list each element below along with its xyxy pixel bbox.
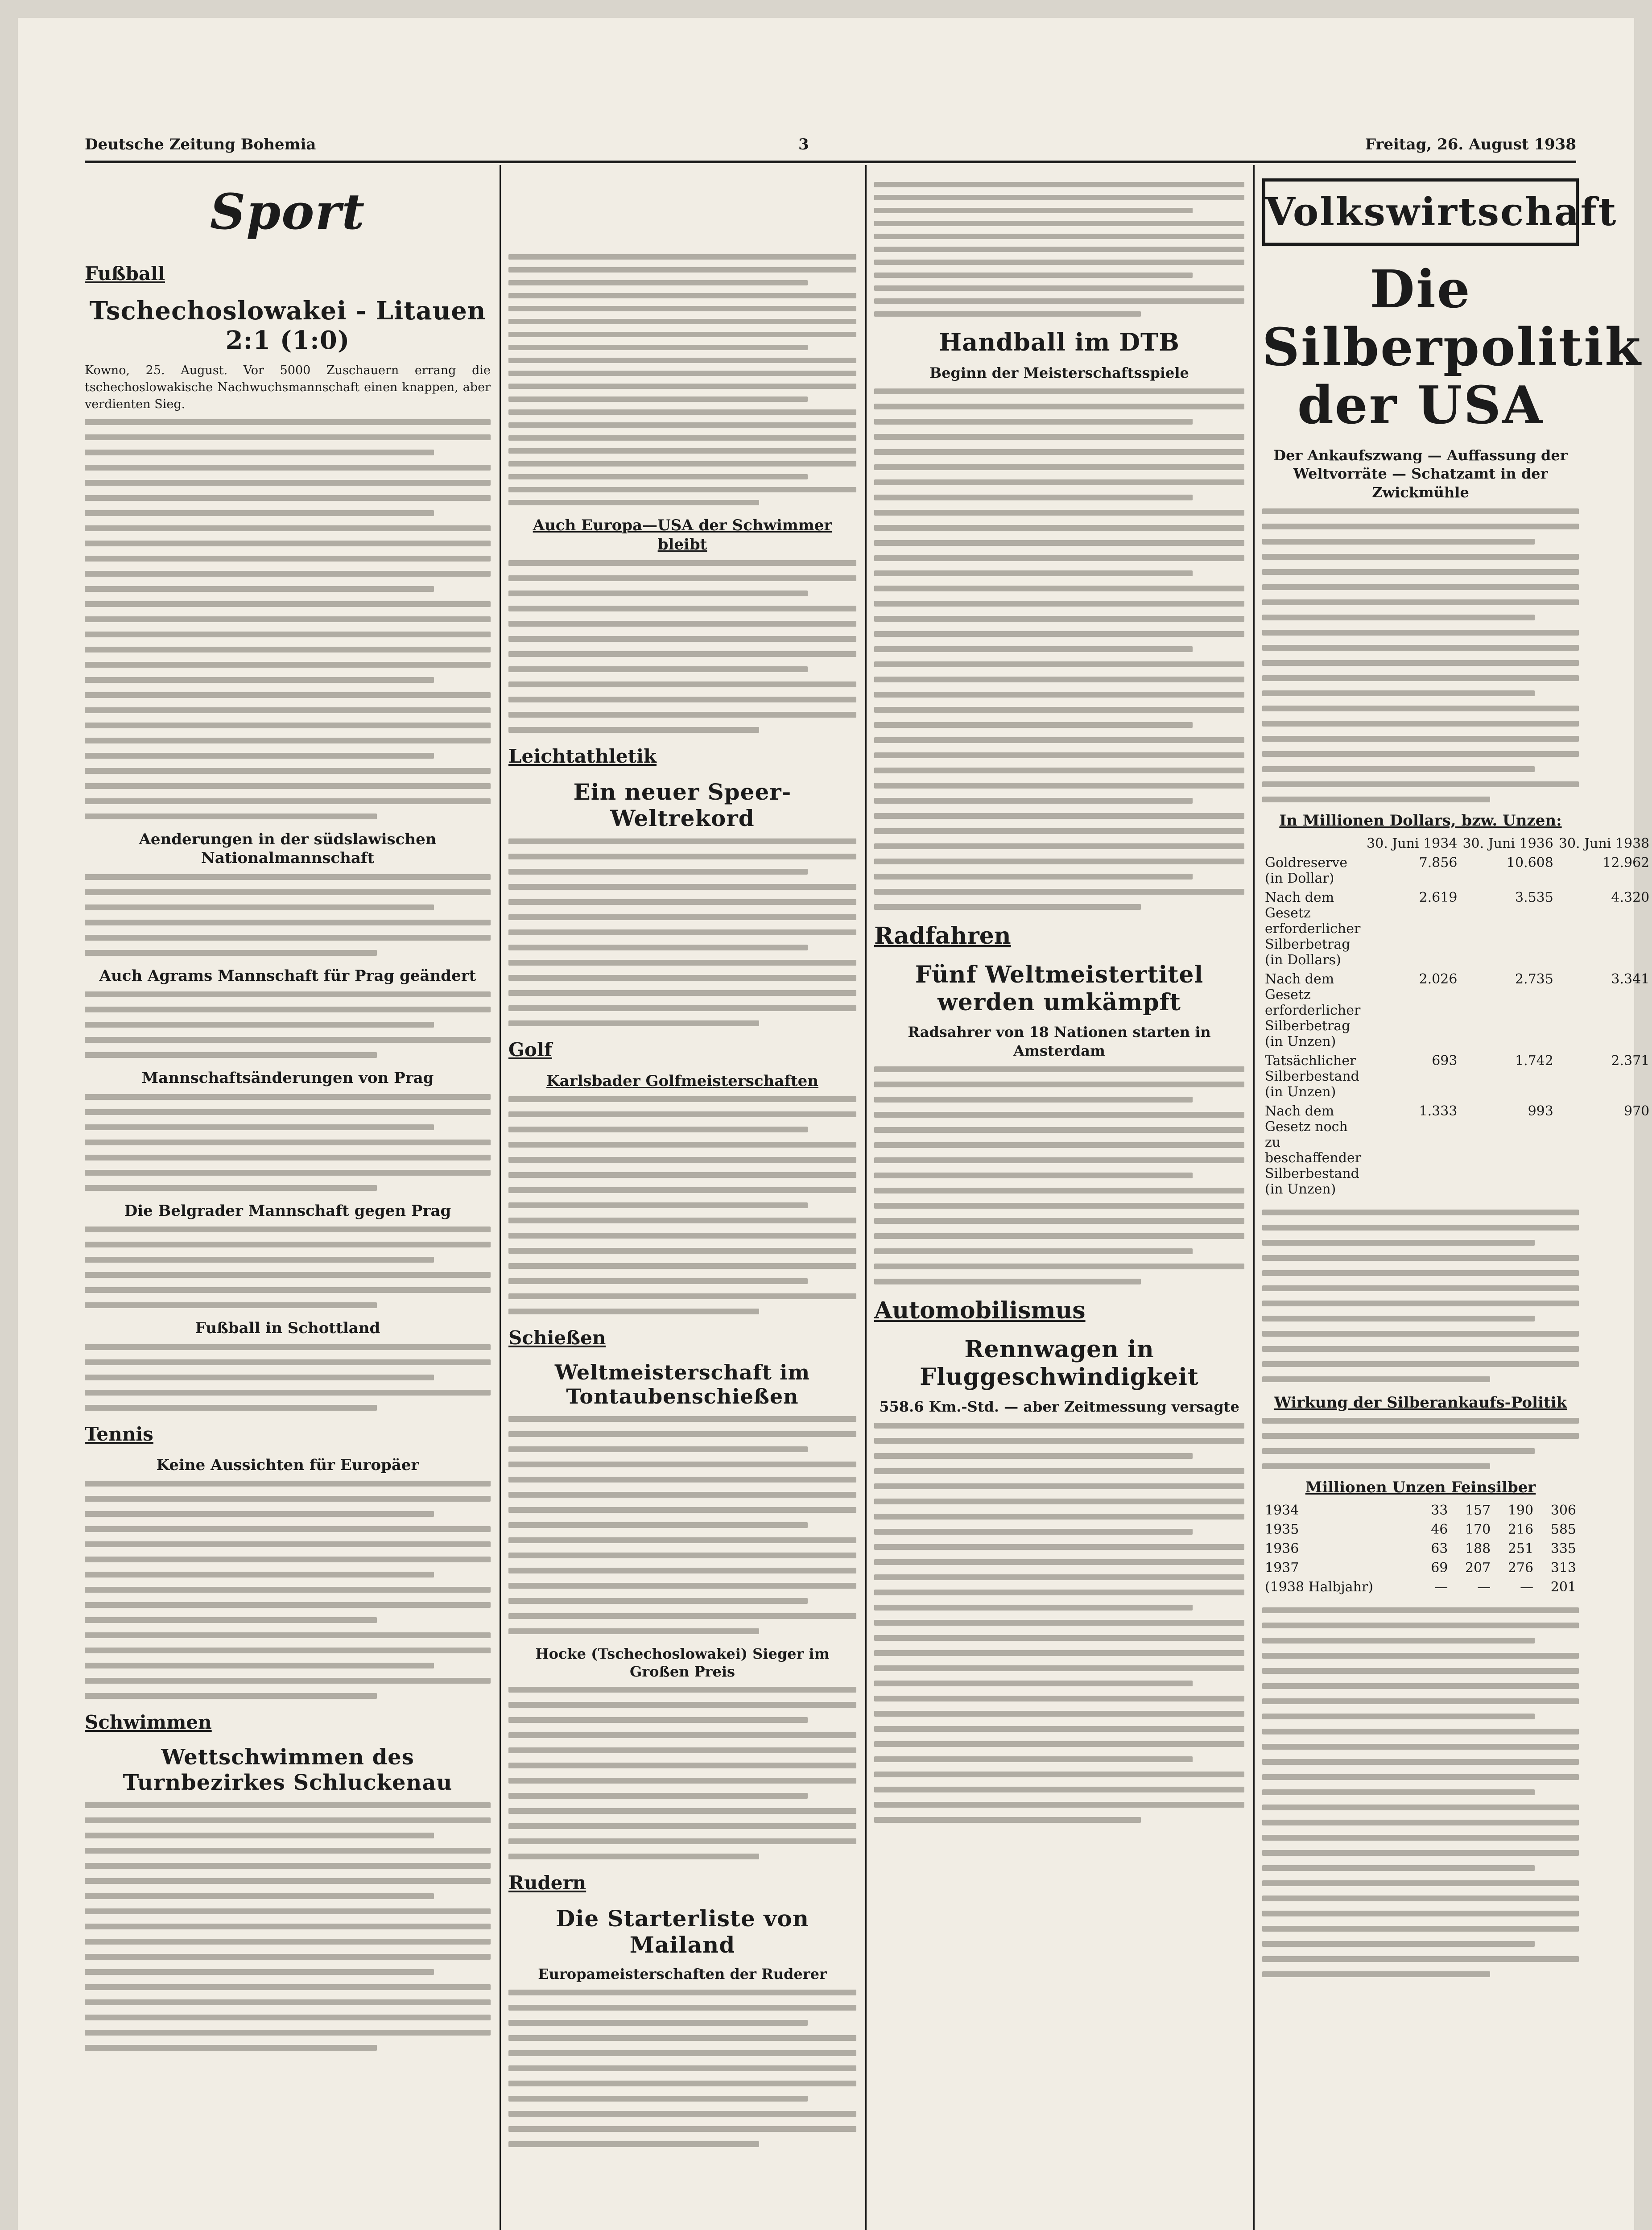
- cell-value: 201: [1550, 1579, 1576, 1595]
- cell-value: 157: [1465, 1502, 1491, 1518]
- table-header-row: [1262, 834, 1652, 853]
- cell-value: 3.341: [1611, 971, 1650, 987]
- row-label: Nach dem Gesetz noch zu beschaffender Silberbestand (in Unzen): [1265, 1103, 1362, 1197]
- cell-value: 3.535: [1515, 889, 1553, 905]
- cell-value: 1.333: [1419, 1103, 1458, 1119]
- article-body: [85, 1344, 491, 1411]
- column-1: [85, 178, 491, 2230]
- cell-value: 306: [1550, 1502, 1576, 1518]
- cell-value: 2.026: [1419, 971, 1458, 987]
- cell-value: 69: [1431, 1560, 1448, 1576]
- headline-karlsbader: Karlsbader Golfmeisterschaften: [546, 1072, 818, 1090]
- kicker-rudern: Rudern: [508, 1871, 586, 1894]
- subhead-silberpolitik: Der Ankaufszwang — Auffassung der Weltvorräte — Schatzamt in der Zwickmühle: [1273, 446, 1568, 501]
- kicker-schiessen: Schießen: [508, 1327, 606, 1349]
- headline-tennis: Keine Aussichten für Europäer: [156, 1456, 419, 1474]
- paper-name: Deutsche Zeitung Bohemia: [85, 136, 316, 153]
- row-label: Nach dem Gesetz erforderlicher Silberbetrag (in Unzen): [1265, 971, 1361, 1049]
- headline-aenderungen: Aenderungen in der südslawischen Nationalmannschaft: [139, 830, 437, 867]
- row-year: (1938 Halbjahr): [1265, 1579, 1373, 1595]
- row-year: 1934: [1265, 1502, 1299, 1518]
- table-row: [1262, 1501, 1579, 1520]
- table-silver-reserves: [1262, 834, 1652, 1199]
- article-body: [508, 1990, 856, 2147]
- headline-weltmeistertitel: Fünf Weltmeistertitel werden umkämpft: [915, 961, 1204, 1016]
- headline-hocke: Hocke (Tschechoslowakei) Sieger im Großen Preis: [535, 1645, 830, 1680]
- headline-handball: Handball im DTB: [939, 328, 1180, 356]
- article-body: [874, 182, 1244, 317]
- row-label: Nach dem Gesetz erforderlicher Silberbetrag (in Dollars): [1265, 889, 1361, 968]
- article-body: [85, 874, 491, 956]
- cell-value: —: [1477, 1579, 1491, 1595]
- row-year: 1935: [1265, 1521, 1299, 1537]
- subhead-radfahren: Radsahrer von 18 Nationen starten in Amsterdam: [908, 1024, 1211, 1059]
- cell-value: 7.856: [1419, 855, 1458, 871]
- table-row: [1262, 888, 1652, 970]
- row-label: Tatsächlicher Silberbestand (in Unzen): [1265, 1053, 1359, 1100]
- cell-value: 10.608: [1506, 855, 1553, 871]
- kicker-leichtathletik: Leichtathletik: [508, 745, 657, 767]
- article-body: [1262, 1418, 1579, 1469]
- kicker-tennis: Tennis: [85, 1423, 153, 1445]
- kicker-golf: Golf: [508, 1039, 552, 1061]
- kicker-automobilismus: Automobilismus: [874, 1297, 1086, 1325]
- article-body: [1262, 1210, 1579, 1382]
- article-body: [508, 254, 856, 505]
- cell-value: 170: [1465, 1521, 1491, 1537]
- cell-value: 313: [1550, 1560, 1576, 1576]
- column-4: [1262, 178, 1650, 2230]
- cell-value: 207: [1465, 1560, 1491, 1576]
- article-body: [1262, 1607, 1579, 1977]
- table-row: [1262, 853, 1652, 888]
- cell-value: 2.735: [1515, 971, 1553, 987]
- table-caption-feinsilber: Millionen Unzen Feinsilber: [1305, 1478, 1536, 1496]
- subhead-handball: Beginn der Meisterschaftsspiele: [929, 364, 1189, 381]
- section-title-sport: Sport: [210, 183, 366, 240]
- table-row: [1262, 1520, 1579, 1539]
- headline-wettschwimmen: Wettschwimmen des Turnbezirkes Schluckenau: [123, 1745, 453, 1795]
- column-divider: [865, 165, 867, 2230]
- table-row: [1262, 1102, 1652, 1199]
- headline-tontaubenschiessen: Weltmeisterschaft im Tontaubenschießen: [554, 1360, 810, 1409]
- headline-agram: Auch Agrams Mannschaft für Prag geändert: [99, 966, 476, 985]
- article-body: [874, 1066, 1244, 1284]
- article-body: [85, 1481, 491, 1699]
- column-3: [874, 178, 1244, 2230]
- cell-value: 4.320: [1611, 889, 1650, 905]
- article-body: [874, 388, 1244, 910]
- headline-speer-weltrekord: Ein neuer Speer-Weltrekord: [573, 779, 792, 831]
- article-body: [1262, 508, 1579, 802]
- subhead-rennwagen: 558.6 Km.-Std. — aber Zeitmessung versagte: [879, 1398, 1239, 1415]
- article-body: [508, 1096, 856, 1314]
- headline-belgrader: Die Belgrader Mannschaft gegen Prag: [124, 1202, 451, 1220]
- header-rule: [85, 161, 1576, 163]
- article-body: [85, 1094, 491, 1191]
- row-year: 1936: [1265, 1540, 1299, 1557]
- cell-value: 693: [1432, 1053, 1458, 1069]
- lead-intro: Kowno, 25. August. Vor 5000 Zuschauern errang die tschechoslowakische Nachwuchsmannschaft einen knappen, aber verdienten Sieg.: [85, 363, 491, 411]
- cell-value: 2.371: [1611, 1053, 1650, 1069]
- table-row: [1262, 1578, 1579, 1597]
- headline-tschechoslowakei-litauen: Tschechoslowakei - Litauen 2:1 (1:0): [89, 296, 486, 355]
- cell-value: 2.619: [1419, 889, 1458, 905]
- cell-value: 216: [1507, 1521, 1534, 1537]
- headline-starterliste: Die Starterliste von Mailand: [556, 1905, 809, 1958]
- row-year: 1937: [1265, 1560, 1299, 1576]
- cell-value: 335: [1550, 1540, 1576, 1557]
- page-header: [85, 129, 1576, 161]
- headline-mannschaftsaenderungen: Mannschaftsänderungen von Prag: [141, 1069, 434, 1087]
- headline-europa-usa: Auch Europa—USA der Schwimmer bleibt: [533, 516, 832, 553]
- kicker-fussball: Fußball: [85, 263, 165, 285]
- table-row: [1262, 970, 1652, 1051]
- cell-value: 276: [1507, 1560, 1534, 1576]
- issue-date: Freitag, 26. August 1938: [1365, 136, 1576, 153]
- table-row: [1262, 1051, 1652, 1102]
- row-label: Goldreserve (in Dollar): [1265, 855, 1348, 886]
- table-caption-reserves: In Millionen Dollars, bzw. Unzen:: [1279, 811, 1562, 830]
- year-header: 30. Juni 1936: [1462, 835, 1553, 851]
- table-row: [1262, 1539, 1579, 1558]
- cell-value: 33: [1431, 1502, 1448, 1518]
- cell-value: 12.962: [1602, 855, 1650, 871]
- cell-value: 1.742: [1515, 1053, 1553, 1069]
- article-body: [85, 419, 491, 819]
- article-body: [85, 1226, 491, 1308]
- cell-value: —: [1520, 1579, 1534, 1595]
- newspaper-page: [18, 18, 1650, 2230]
- article-body: [85, 991, 491, 1058]
- cell-value: —: [1434, 1579, 1448, 1595]
- headline-wirkung: Wirkung der Silberankaufs-Politik: [1274, 1393, 1567, 1412]
- table-feinsilber: [1262, 1501, 1579, 1597]
- column-divider: [1253, 165, 1255, 2230]
- kicker-radfahren: Radfahren: [874, 922, 1011, 950]
- table-row: [1262, 1558, 1579, 1578]
- column-divider: [500, 165, 501, 2230]
- article-body: [508, 560, 856, 733]
- column-2: [508, 178, 856, 2230]
- page-number: 3: [798, 136, 809, 153]
- article-body: [85, 1802, 491, 2051]
- headline-schottland: Fußball in Schottland: [195, 1319, 380, 1338]
- cell-value: 190: [1507, 1502, 1534, 1518]
- cell-value: 251: [1507, 1540, 1534, 1557]
- headline-silberpolitik: Die Silberpolitik der USA: [1262, 259, 1642, 436]
- article-body: [874, 1423, 1244, 1823]
- cell-value: 970: [1624, 1103, 1650, 1119]
- article-body: [508, 1416, 856, 1634]
- article-body: [508, 838, 856, 1026]
- cell-value: 188: [1465, 1540, 1491, 1557]
- cell-value: 585: [1550, 1521, 1576, 1537]
- kicker-schwimmen: Schwimmen: [85, 1711, 212, 1734]
- article-body: [508, 1687, 856, 1859]
- year-header: 30. Juni 1938: [1558, 835, 1650, 851]
- cell-value: 63: [1431, 1540, 1448, 1557]
- cell-value: 993: [1528, 1103, 1553, 1119]
- year-header: 30. Juni 1934: [1367, 835, 1458, 851]
- headline-rennwagen: Rennwagen in Fluggeschwindigkeit: [920, 1336, 1199, 1391]
- cell-value: 46: [1431, 1521, 1448, 1537]
- subhead-starterliste: Europameisterschaften der Ruderer: [538, 1965, 827, 1982]
- section-title-volkswirtschaft: Volkswirtschaft: [1262, 178, 1579, 246]
